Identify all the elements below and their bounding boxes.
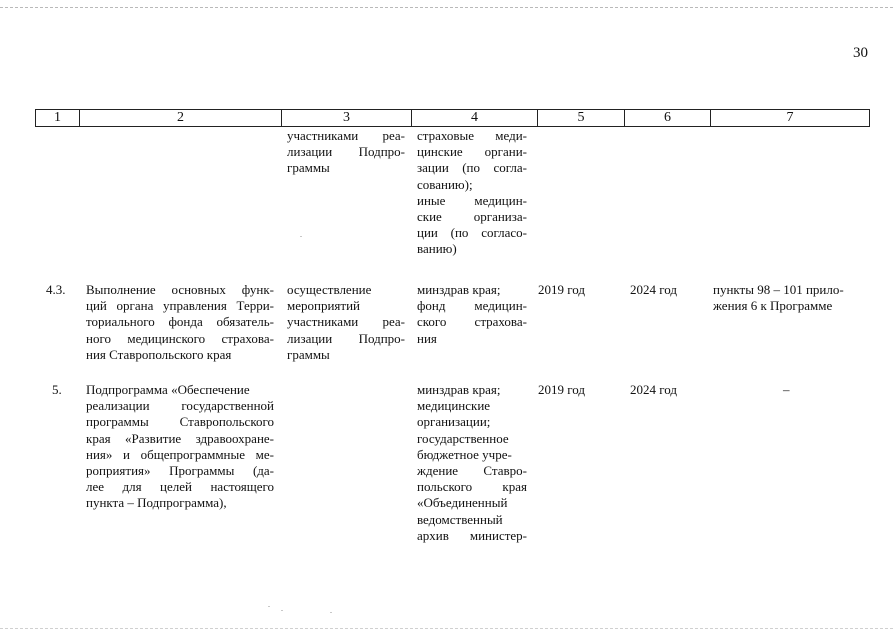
header-col-5: 5 — [538, 110, 625, 127]
text-line: ждение Ставро- — [417, 463, 527, 479]
text-line: государственное — [417, 430, 509, 446]
text-line: ванию) — [417, 241, 457, 257]
row-number: 4.3. — [46, 282, 66, 297]
text-line: участниками реа- — [287, 128, 405, 143]
scan-speck — [300, 236, 302, 237]
text-line: иные медицин- — [417, 192, 527, 208]
header-col-2: 2 — [80, 110, 282, 127]
text-line: Подпрограмма «Обеспечение — [86, 382, 250, 397]
text-line: зации (по согла- — [417, 160, 527, 176]
text-line: медицинские — [417, 398, 491, 414]
text-line: организации; — [417, 414, 491, 430]
header-col-4: 4 — [412, 110, 538, 127]
scan-speck — [281, 610, 283, 611]
text-line: ния — [417, 330, 437, 346]
header-col-1: 1 — [36, 110, 80, 127]
row-start-year: 2019 год — [538, 382, 585, 397]
text-line: ведомственный — [417, 511, 503, 527]
text-line: реализации государственной — [86, 398, 274, 414]
scan-bottom-edge — [0, 628, 893, 629]
text-line: края «Развитие здравоохране- — [86, 430, 274, 446]
text-line: программы Ставропольского — [86, 414, 274, 430]
row-number: 5. — [52, 382, 62, 397]
row-participants-cell — [417, 282, 527, 347]
header-col-3: 3 — [282, 110, 412, 127]
continuation-executor-cell — [287, 128, 405, 177]
text-line: пункта – Подпрограмма), — [86, 495, 227, 511]
text-line: сованию); — [417, 176, 473, 192]
text-line: роприятия» Программы (да- — [86, 463, 274, 479]
text-line: минздрав края; — [417, 382, 501, 397]
text-line: ского страхова- — [417, 314, 527, 330]
row-end-year: 2024 год — [630, 382, 677, 397]
text-line: пункты 98 – 101 прило- — [713, 282, 844, 297]
row-participants-cell — [417, 382, 527, 544]
scan-speck — [330, 612, 332, 613]
row-link-cell — [713, 282, 863, 314]
text-line: лизации Подпро- — [287, 144, 405, 160]
text-line: фонд медицин- — [417, 298, 527, 314]
continuation-participants-cell — [417, 128, 527, 258]
table-header-row — [35, 109, 870, 127]
scan-speck — [268, 606, 270, 607]
text-line: Выполнение основных функ- — [86, 282, 274, 297]
text-line: осуществление — [287, 282, 372, 297]
text-line: граммы — [287, 160, 330, 176]
text-line: ния Ставропольского края — [86, 346, 232, 362]
text-line: лее для целей настоящего — [86, 479, 274, 495]
text-line: лизации Подпро- — [287, 330, 405, 346]
row-start-year: 2019 год — [538, 282, 585, 297]
text-line: ские организа- — [417, 209, 527, 225]
text-line: ции (по согласо- — [417, 225, 527, 241]
row-description-cell — [86, 282, 274, 363]
text-line: польского края — [417, 479, 527, 495]
row-executor-cell — [287, 282, 405, 363]
text-line: мероприятий — [287, 298, 360, 314]
text-line: минздрав края; — [417, 282, 501, 297]
text-line: ного медицинского страхова- — [86, 330, 274, 346]
text-line: страховые меди- — [417, 128, 527, 143]
row-link-cell: – — [783, 382, 790, 397]
text-line: жения 6 к Программе — [713, 298, 833, 314]
text-line: ций органа управления Терри- — [86, 298, 274, 314]
scan-top-edge — [0, 7, 893, 8]
page-number: 30 — [853, 45, 868, 61]
text-line: ния» и общепрограммные ме- — [86, 446, 274, 462]
header-col-7: 7 — [711, 110, 870, 127]
header-col-6: 6 — [625, 110, 711, 127]
row-description-cell — [86, 382, 274, 512]
row-end-year: 2024 год — [630, 282, 677, 297]
text-line: ториального фонда обязатель- — [86, 314, 274, 330]
text-line: участниками реа- — [287, 314, 405, 330]
text-line: «Объединенный — [417, 495, 508, 511]
text-line: граммы — [287, 346, 330, 362]
text-line: бюджетное учре- — [417, 446, 512, 462]
text-line: цинские органи- — [417, 144, 527, 160]
text-line: архив министер- — [417, 527, 527, 543]
